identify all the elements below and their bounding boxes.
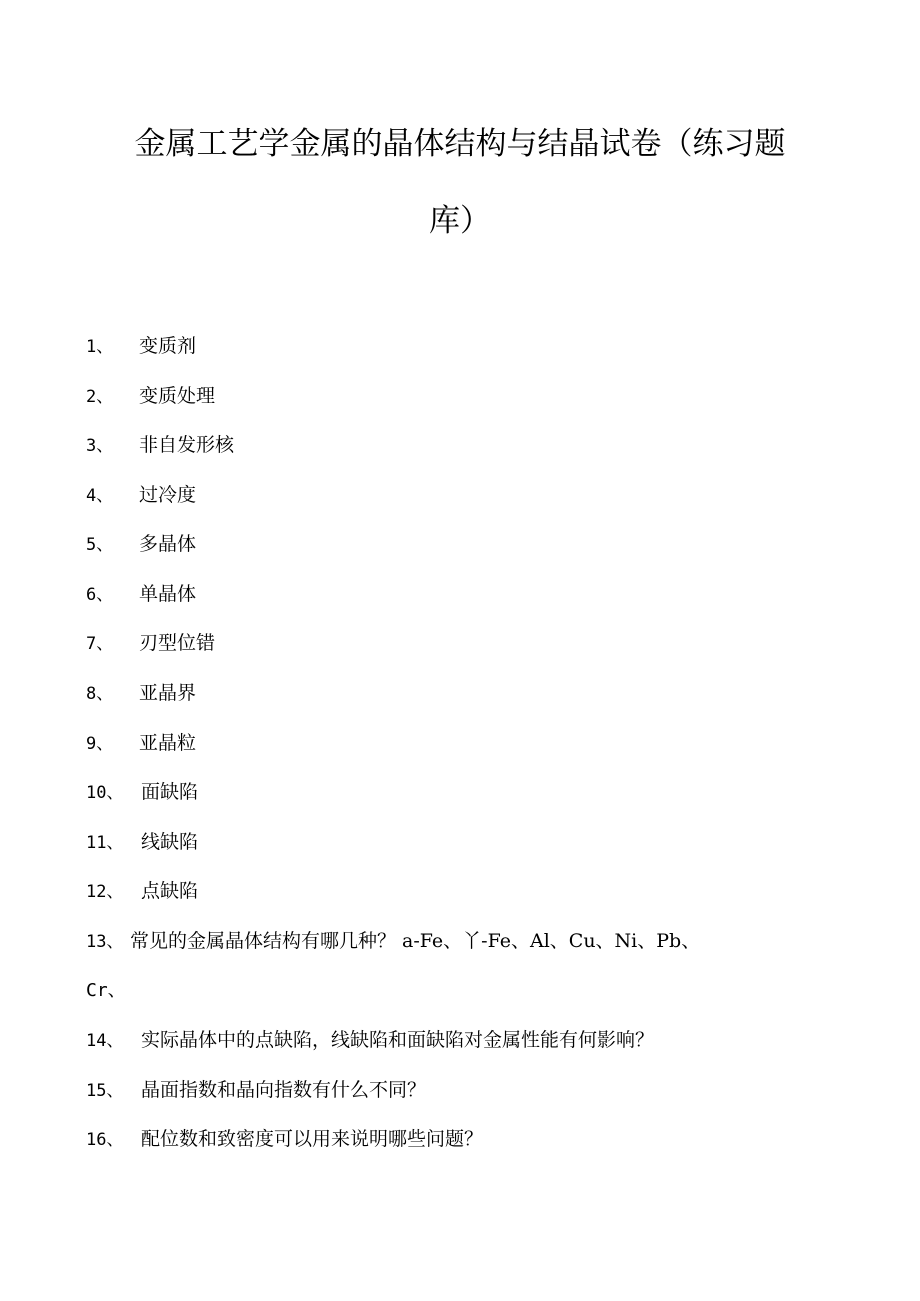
question-number: 10、: [86, 783, 124, 803]
question-text: 常见的金属晶体结构有哪几种？ a-Fe、丫-Fe、Al、Cu、Ni、Pb、: [130, 930, 701, 952]
question-number: 13、: [86, 932, 124, 952]
question-number: 9、: [86, 734, 114, 754]
question-item: [86, 777, 198, 807]
question-text: 亚晶界: [139, 682, 197, 704]
question-item: [86, 678, 196, 708]
question-text: 刃型位错: [139, 632, 216, 654]
question-item: [86, 1025, 654, 1055]
question-item: [86, 579, 196, 609]
document-title-line-1: 金属工艺学金属的晶体结构与结晶试卷（练习题: [134, 126, 786, 162]
question-number: 11、: [86, 833, 124, 853]
question-number: 16、: [86, 1130, 124, 1150]
question-text: 过冷度: [139, 484, 197, 506]
question-item: [86, 628, 215, 658]
question-text: 线缺陷: [141, 831, 199, 853]
question-item: [86, 876, 198, 906]
question-text: 亚晶粒: [139, 732, 197, 754]
question-number: 7、: [86, 634, 114, 654]
question-item: [86, 827, 198, 857]
question-number: 1、: [86, 337, 114, 357]
question-text: 非自发形核: [139, 434, 235, 456]
question-item: [86, 381, 215, 411]
question-text-continued: Cr、: [86, 980, 126, 1001]
question-text: 面缺陷: [141, 781, 199, 803]
question-text: 实际晶体中的点缺陷，线缺陷和面缺陷对金属性能有何影响？: [141, 1029, 655, 1051]
question-text: 变质剂: [139, 335, 197, 357]
question-text: 晶面指数和晶向指数有什么不同？: [141, 1079, 427, 1101]
question-number: 4、: [86, 486, 114, 506]
question-item: [86, 926, 700, 956]
question-number: 6、: [86, 585, 114, 605]
question-number: 2、: [86, 387, 114, 407]
question-text: 变质处理: [139, 385, 216, 407]
question-number: 15、: [86, 1081, 124, 1101]
question-number: 12、: [86, 882, 124, 902]
question-item: [86, 728, 196, 758]
document-title-line-2: 库）: [429, 203, 491, 239]
question-item: [86, 430, 234, 460]
question-number: 14、: [86, 1031, 124, 1051]
question-text: 配位数和致密度可以用来说明哪些问题？: [141, 1128, 484, 1150]
question-number: 5、: [86, 535, 114, 555]
question-item: [86, 480, 196, 510]
question-item: [86, 1124, 483, 1154]
question-number: 3、: [86, 436, 114, 456]
question-item: [86, 331, 196, 361]
question-text: 单晶体: [139, 583, 197, 605]
question-text: 点缺陷: [141, 880, 199, 902]
question-text: 多晶体: [139, 533, 197, 555]
question-item: [86, 1075, 426, 1105]
question-number: 8、: [86, 684, 114, 704]
question-item: [86, 529, 196, 559]
